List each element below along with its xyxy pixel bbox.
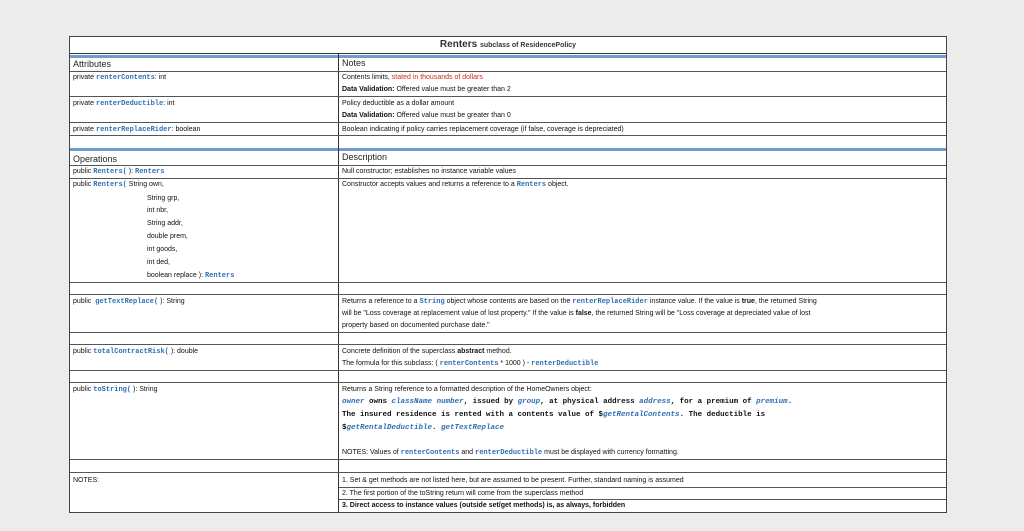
param-line: int ded, (147, 259, 170, 266)
row-divider (70, 122, 946, 123)
desc-full-constructor: Constructor accepts values and returns a reference to a Renters object. (342, 181, 569, 189)
desc-tostring-format-line3: $getRentalDeductible. getTextReplace (342, 424, 505, 432)
row-divider (70, 382, 946, 383)
header-underline (70, 71, 946, 72)
desc-tostring-notes: NOTES: Values of renterContents and renterDeductible must be displayed with currency formatting. (342, 449, 679, 457)
desc-gtr-line3: property based on documented purchase date." (342, 322, 490, 329)
row-divider (70, 472, 946, 473)
operation-get-text-replace: public getTextReplace( ): String (73, 298, 185, 306)
param-line: String grp, (147, 195, 180, 202)
desc-tcr-line1: Concrete definition of the superclass abstract method. (342, 348, 512, 355)
row-divider (70, 96, 946, 97)
row-divider (70, 294, 946, 295)
row-divider (70, 370, 946, 371)
note-contents-limit: Contents limits, stated in thousands of dollars (342, 74, 483, 81)
desc-tostring-line1: Returns a String reference to a formatted description of the HomeOwners object: (342, 386, 592, 393)
footer-notes-label: NOTES: (73, 477, 100, 484)
desc-tcr-line2: The formula for this subclass: ( renterContents * 1000 ) - renterDeductible (342, 360, 599, 368)
row-divider (70, 282, 946, 283)
operations-header-bar (70, 148, 338, 151)
param-line: String addr, (147, 220, 183, 227)
uml-class-sheet (69, 36, 947, 513)
row-divider (70, 344, 946, 345)
operation-total-contract-risk: public totalContractRisk( ): double (73, 348, 199, 356)
notes-header-bar (339, 55, 946, 58)
note-replace-rider: Boolean indicating if policy carries replacement coverage (if false, coverage is depreciated) (342, 126, 624, 133)
desc-gtr-line2: will be "Loss coverage at replacement value of lost property." If the value is false, the returned String will be "Loss coverage at depreciated value of lost (342, 310, 811, 317)
note-deductible: Policy deductible as a dollar amount (342, 100, 455, 107)
footer-note-3: 3. Direct access to instance values (outside set/get methods) is, as always, forbidden (342, 502, 626, 509)
footer-note-1: 1. Set & get methods are not listed here, but are assumed to be present. Further, standard naming is assumed (342, 477, 684, 484)
desc-tostring-format-line1: owner owns className number, issued by group, at physical address address, for a premium of premium. (342, 398, 793, 406)
operations-header: Operations (73, 154, 118, 164)
description-header-bar (339, 148, 946, 151)
footer-note-2: 2. The first portion of the toString return will come from the superclass method (342, 490, 584, 497)
attribute-row: private renterDeductible: int (73, 100, 175, 108)
operation-full-constructor: public Renters( String own, (73, 181, 164, 189)
operation-null-constructor: public Renters( ): Renters (73, 168, 165, 176)
param-line: int goods, (147, 246, 178, 253)
desc-gtr-line1: Returns a reference to a String object whose contents are based on the renterReplaceRider instance value. If the value is true, the returned String (342, 298, 817, 306)
row-divider (70, 332, 946, 333)
row-divider (70, 459, 946, 460)
class-name: Renters (439, 39, 478, 50)
desc-tostring-format-line2: The insured residence is rented with a contents value of $getRentalContents. The deductible is (342, 411, 766, 419)
page-title (70, 37, 946, 53)
operation-to-string: public toString( ): String (73, 386, 158, 394)
row-divider (70, 135, 946, 136)
note-contents-validation: Data Validation: Offered value must be greater than 2 (342, 86, 511, 93)
title-divider (70, 53, 946, 54)
param-line-last: boolean replace ): Renters (147, 272, 235, 280)
attribute-row: private renterReplaceRider: boolean (73, 126, 201, 134)
attribute-row: private renterContents: int (73, 74, 167, 82)
param-line: double prem, (147, 233, 188, 240)
attributes-header: Attributes (73, 59, 112, 69)
notes-header: Notes (342, 58, 366, 68)
description-header: Description (342, 152, 388, 162)
param-line: int nbr, (147, 207, 169, 214)
note-deductible-validation: Data Validation: Offered value must be greater than 0 (342, 112, 511, 119)
class-subtitle: subclass of ResidencePolicy (479, 42, 577, 49)
desc-null-constructor: Null constructor; establishes no instance variable values (342, 168, 516, 175)
